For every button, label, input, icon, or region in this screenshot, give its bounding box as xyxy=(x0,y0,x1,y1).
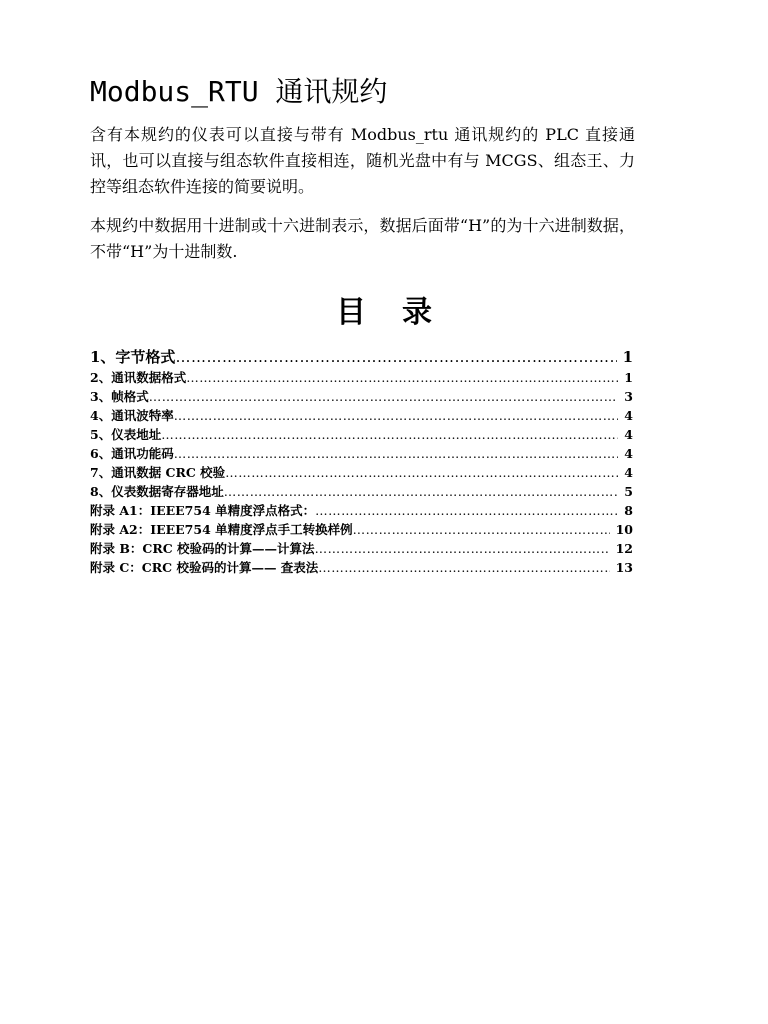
toc-entry-title: 5、仪表地址 xyxy=(90,427,162,442)
toc-entry[interactable] xyxy=(90,444,635,463)
toc-entry-page: 8 xyxy=(624,503,633,518)
toc-entry-title: 附录 C：CRC 校验码的计算—— 查表法 xyxy=(90,560,319,575)
toc-leader-dots xyxy=(224,482,619,501)
toc-entry[interactable] xyxy=(90,406,635,425)
toc-entry-page: 5 xyxy=(624,484,633,499)
toc-entry[interactable] xyxy=(90,425,635,444)
toc-entry[interactable] xyxy=(90,387,635,406)
toc-entry[interactable] xyxy=(90,558,635,577)
toc-entry[interactable] xyxy=(90,368,635,387)
toc-entry-page: 1 xyxy=(622,348,633,366)
toc-leader-dots xyxy=(186,368,618,387)
toc-entry-title: 2、通讯数据格式 xyxy=(90,370,187,385)
toc-entry-title: 3、帧格式 xyxy=(90,389,149,404)
toc-entry-page: 4 xyxy=(624,408,633,423)
toc-entry-title: 4、通讯波特率 xyxy=(90,408,174,423)
toc-entry[interactable] xyxy=(90,482,635,501)
toc-list xyxy=(90,346,635,577)
toc-leader-dots xyxy=(315,539,610,558)
toc-leader-dots xyxy=(161,425,618,444)
toc-entry-title: 1、字节格式 xyxy=(90,348,176,366)
toc-entry-title: 附录 B：CRC 校验码的计算——计算法 xyxy=(90,541,315,556)
toc-leader-dots xyxy=(149,387,619,406)
toc-leader-dots xyxy=(174,406,619,425)
notation-paragraph: 本规约中数据用十进制或十六进制表示，数据后面带“H”的为十六进制数据，不带“H”为十进制数. xyxy=(90,216,635,261)
toc-entry[interactable] xyxy=(90,463,635,482)
toc-entry-page: 10 xyxy=(615,522,633,537)
toc-entry[interactable] xyxy=(90,520,635,539)
toc-leader-dots xyxy=(174,444,619,463)
intro-paragraph: 含有本规约的仪表可以直接与带有 Modbus_rtu 通讯规约的 PLC 直接通讯，也可以直接与组态软件直接相连，随机光盘中有与 MCGS、组态王、力控等组态软件连接的简要说明。 xyxy=(90,125,635,196)
toc-entry-title: 8、仪表数据寄存器地址 xyxy=(90,484,224,499)
toc-entry[interactable] xyxy=(90,501,635,520)
toc-entry-page: 4 xyxy=(624,427,633,442)
toc-entry-page: 12 xyxy=(615,541,633,556)
toc-entry-page: 4 xyxy=(624,465,633,480)
toc-leader-dots xyxy=(318,558,609,577)
toc-entry-page: 13 xyxy=(615,560,633,575)
toc-heading: 目录 xyxy=(336,295,468,330)
document-title: Modbus_RTU 通讯规约 xyxy=(90,75,388,108)
toc-entry[interactable] xyxy=(90,539,635,558)
toc-entry-title: 附录 A1：IEEE754 单精度浮点格式： xyxy=(90,503,316,518)
toc-entry-page: 4 xyxy=(624,446,633,461)
toc-leader-dots xyxy=(175,346,616,368)
toc-leader-dots xyxy=(353,520,610,539)
toc-leader-dots xyxy=(315,501,618,520)
toc-entry-page: 1 xyxy=(624,370,633,385)
toc-entry-title: 6、通讯功能码 xyxy=(90,446,174,461)
toc-leader-dots xyxy=(225,463,618,482)
toc-entry-title: 7、通讯数据 CRC 校验 xyxy=(90,465,226,480)
toc-entry-page: 3 xyxy=(624,389,633,404)
toc-entry[interactable] xyxy=(90,346,635,368)
toc-entry-title: 附录 A2：IEEE754 单精度浮点手工转换样例 xyxy=(90,522,353,537)
